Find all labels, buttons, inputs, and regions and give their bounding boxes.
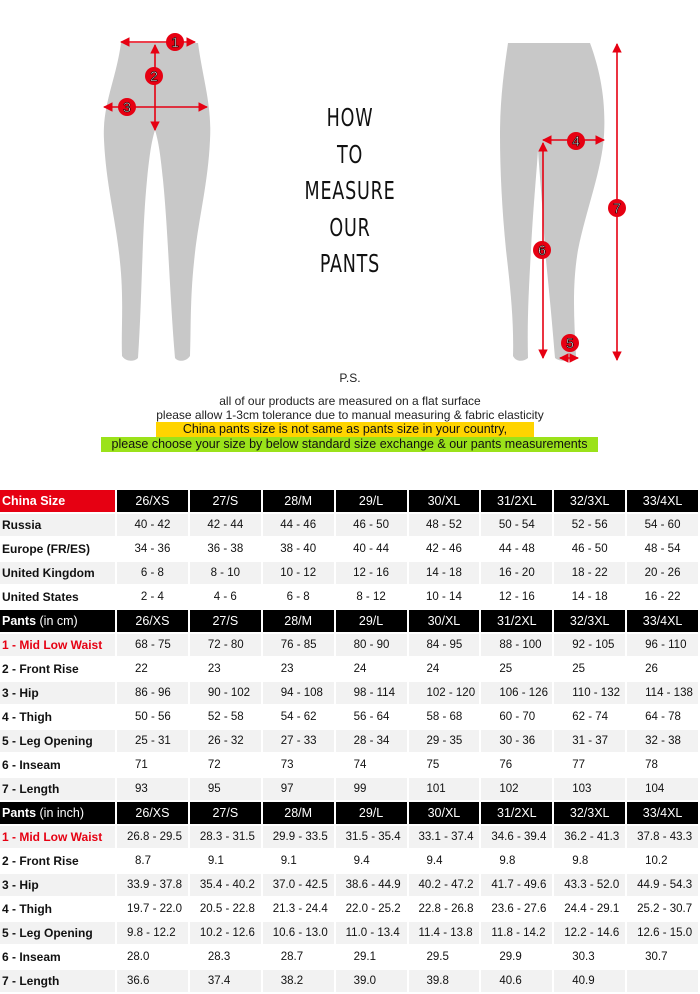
table-row xyxy=(0,970,700,994)
table-cell: 50 - 54 xyxy=(481,514,554,538)
table-row xyxy=(0,874,700,898)
table-cell: 42 - 44 xyxy=(190,514,263,538)
table-cell: 40.9 xyxy=(554,970,627,994)
table-cell: 62 - 74 xyxy=(554,706,627,730)
pants-inch-header-row xyxy=(0,802,700,826)
table-cell: 43.3 - 52.0 xyxy=(554,874,627,898)
table-cell: 31 - 37 xyxy=(554,730,627,754)
table-cell: 9.4 xyxy=(409,850,482,874)
size-header: 33/4XL xyxy=(627,802,700,826)
table-cell: 10 - 14 xyxy=(409,586,482,610)
row-label: 4 - Thigh xyxy=(0,898,117,922)
table-row xyxy=(0,706,700,730)
table-cell: 25.2 - 30.7 xyxy=(627,898,700,922)
table-cell: 54 - 62 xyxy=(263,706,336,730)
table-cell: 72 xyxy=(190,754,263,778)
china-size-header-row xyxy=(0,490,700,514)
table-cell: 98 - 114 xyxy=(336,682,409,706)
row-label: 3 - Hip xyxy=(0,874,117,898)
table-row xyxy=(0,682,700,706)
table-cell: 29.5 xyxy=(409,946,482,970)
table-cell: 11.4 - 13.8 xyxy=(409,922,482,946)
side-pants-silhouette xyxy=(500,43,604,361)
table-cell: 78 xyxy=(627,754,700,778)
table-cell: 29.1 xyxy=(336,946,409,970)
pants-label: Pants xyxy=(2,806,37,820)
table-cell: 6 - 8 xyxy=(263,586,336,610)
table-cell: 36.6 xyxy=(117,970,190,994)
pants-cm-label xyxy=(0,610,117,634)
table-row xyxy=(0,778,700,802)
size-header: 31/2XL xyxy=(481,490,554,514)
marker-2 xyxy=(145,67,163,85)
table-cell: 30 - 36 xyxy=(481,730,554,754)
marker-3 xyxy=(118,98,136,116)
size-header: 28/M xyxy=(263,490,336,514)
table-cell: 71 xyxy=(117,754,190,778)
table-cell: 114 - 138 xyxy=(627,682,700,706)
table-cell: 76 xyxy=(481,754,554,778)
table-cell: 28 - 34 xyxy=(336,730,409,754)
table-cell: 90 - 102 xyxy=(190,682,263,706)
size-header: 29/L xyxy=(336,610,409,634)
size-header: 32/3XL xyxy=(554,610,627,634)
table-cell: 14 - 18 xyxy=(554,586,627,610)
ps-label: P.S. xyxy=(339,371,361,385)
table-cell: 40.2 - 47.2 xyxy=(409,874,482,898)
table-cell: 52 - 56 xyxy=(554,514,627,538)
table-cell: 29 - 35 xyxy=(409,730,482,754)
note-tolerance: please allow 1-3cm tolerance due to manual measuring & fabric elasticity xyxy=(156,408,544,422)
table-cell: 73 xyxy=(263,754,336,778)
table-cell: 33.1 - 37.4 xyxy=(409,826,482,850)
table-cell: 26.8 - 29.5 xyxy=(117,826,190,850)
row-label: 2 - Front Rise xyxy=(0,658,117,682)
table-cell: 38.6 - 44.9 xyxy=(336,874,409,898)
marker-5 xyxy=(561,334,579,352)
size-chart-table xyxy=(0,490,700,994)
table-cell: 38 - 40 xyxy=(263,538,336,562)
size-header: 29/L xyxy=(336,490,409,514)
table-cell: 106 - 126 xyxy=(481,682,554,706)
row-label: United States xyxy=(0,586,117,610)
table-cell: 23.6 - 27.6 xyxy=(481,898,554,922)
table-cell: 12.6 - 15.0 xyxy=(627,922,700,946)
size-header: 30/XL xyxy=(409,802,482,826)
table-cell: 9.4 xyxy=(336,850,409,874)
table-cell xyxy=(627,970,700,994)
row-label: 2 - Front Rise xyxy=(0,850,117,874)
table-cell: 11.8 - 14.2 xyxy=(481,922,554,946)
table-cell: 25 - 31 xyxy=(117,730,190,754)
table-cell: 27 - 33 xyxy=(263,730,336,754)
table-cell: 48 - 52 xyxy=(409,514,482,538)
table-cell: 9.8 xyxy=(554,850,627,874)
table-cell: 20.5 - 22.8 xyxy=(190,898,263,922)
table-cell: 26 xyxy=(627,658,700,682)
table-cell: 99 xyxy=(336,778,409,802)
heading-line: HOW xyxy=(326,103,374,132)
table-cell: 46 - 50 xyxy=(554,538,627,562)
table-cell: 76 - 85 xyxy=(263,634,336,658)
table-cell: 34.6 - 39.4 xyxy=(481,826,554,850)
row-label: 7 - Length xyxy=(0,778,117,802)
table-cell: 77 xyxy=(554,754,627,778)
table-cell: 54 - 60 xyxy=(627,514,700,538)
table-cell: 14 - 18 xyxy=(409,562,482,586)
table-row xyxy=(0,586,700,610)
table-cell: 30.7 xyxy=(627,946,700,970)
table-row xyxy=(0,538,700,562)
svg-text:2: 2 xyxy=(150,68,158,84)
table-row xyxy=(0,634,700,658)
unit-label: (in cm) xyxy=(36,614,78,628)
size-header: 29/L xyxy=(336,802,409,826)
table-cell: 8 - 10 xyxy=(190,562,263,586)
row-label: 6 - Inseam xyxy=(0,754,117,778)
table-cell: 2 - 4 xyxy=(117,586,190,610)
table-cell: 22 xyxy=(117,658,190,682)
table-cell: 46 - 50 xyxy=(336,514,409,538)
measurement-diagram xyxy=(0,0,700,488)
front-pants-silhouette xyxy=(104,43,210,361)
table-cell: 39.8 xyxy=(409,970,482,994)
table-row xyxy=(0,946,700,970)
table-cell: 12 - 16 xyxy=(336,562,409,586)
how-to-measure-heading xyxy=(303,100,397,283)
heading-line: MEASURE xyxy=(304,176,396,205)
table-cell: 25 xyxy=(554,658,627,682)
pants-inch-label xyxy=(0,802,117,826)
table-cell: 8.7 xyxy=(117,850,190,874)
table-cell: 36.2 - 41.3 xyxy=(554,826,627,850)
table-cell: 37.8 - 43.3 xyxy=(627,826,700,850)
table-cell: 23 xyxy=(190,658,263,682)
table-cell: 12 - 16 xyxy=(481,586,554,610)
table-cell: 23 xyxy=(263,658,336,682)
table-cell: 48 - 54 xyxy=(627,538,700,562)
table-cell: 22.0 - 25.2 xyxy=(336,898,409,922)
china-size-label: China Size xyxy=(0,490,117,514)
table-cell: 21.3 - 24.4 xyxy=(263,898,336,922)
table-cell: 58 - 68 xyxy=(409,706,482,730)
size-header: 28/M xyxy=(263,610,336,634)
row-label: Europe (FR/ES) xyxy=(0,538,117,562)
table-cell: 72 - 80 xyxy=(190,634,263,658)
size-header: 27/S xyxy=(190,610,263,634)
table-cell: 92 - 105 xyxy=(554,634,627,658)
table-cell: 44 - 46 xyxy=(263,514,336,538)
table-cell: 10.2 - 12.6 xyxy=(190,922,263,946)
svg-text:3: 3 xyxy=(123,99,131,115)
table-cell: 11.0 - 13.4 xyxy=(336,922,409,946)
table-cell: 35.4 - 40.2 xyxy=(190,874,263,898)
table-row xyxy=(0,658,700,682)
pants-label: Pants xyxy=(2,614,37,628)
table-cell: 9.8 - 12.2 xyxy=(117,922,190,946)
table-cell: 29.9 - 33.5 xyxy=(263,826,336,850)
table-cell: 37.0 - 42.5 xyxy=(263,874,336,898)
svg-text:4: 4 xyxy=(572,133,580,149)
table-cell: 102 - 120 xyxy=(409,682,482,706)
table-cell: 44 - 48 xyxy=(481,538,554,562)
row-label: 7 - Length xyxy=(0,970,117,994)
table-cell: 102 xyxy=(481,778,554,802)
table-cell: 56 - 64 xyxy=(336,706,409,730)
table-cell: 74 xyxy=(336,754,409,778)
table-cell: 101 xyxy=(409,778,482,802)
note-flat-surface: all of our products are measured on a flat surface xyxy=(219,394,481,408)
table-cell: 30.3 xyxy=(554,946,627,970)
svg-text:6: 6 xyxy=(538,242,546,258)
table-row xyxy=(0,730,700,754)
size-header: 31/2XL xyxy=(481,802,554,826)
table-cell: 52 - 58 xyxy=(190,706,263,730)
table-cell: 75 xyxy=(409,754,482,778)
row-label: 4 - Thigh xyxy=(0,706,117,730)
table-cell: 9.1 xyxy=(190,850,263,874)
table-cell: 97 xyxy=(263,778,336,802)
marker-6 xyxy=(533,241,551,259)
table-cell: 10.6 - 13.0 xyxy=(263,922,336,946)
row-label: 1 - Mid Low Waist xyxy=(0,826,117,850)
table-row xyxy=(0,922,700,946)
row-label: 1 - Mid Low Waist xyxy=(0,634,117,658)
table-cell: 37.4 xyxy=(190,970,263,994)
table-cell: 28.0 xyxy=(117,946,190,970)
table-cell: 44.9 - 54.3 xyxy=(627,874,700,898)
table-cell: 24 xyxy=(409,658,482,682)
table-cell: 28.3 - 31.5 xyxy=(190,826,263,850)
table-row xyxy=(0,826,700,850)
heading-line: TO xyxy=(336,139,364,169)
table-cell: 29.9 xyxy=(481,946,554,970)
table-row xyxy=(0,898,700,922)
table-cell: 104 xyxy=(627,778,700,802)
table-cell: 34 - 36 xyxy=(117,538,190,562)
row-label: 6 - Inseam xyxy=(0,946,117,970)
size-header: 26/XS xyxy=(117,490,190,514)
table-cell: 96 - 110 xyxy=(627,634,700,658)
table-cell: 86 - 96 xyxy=(117,682,190,706)
table-cell: 10 - 12 xyxy=(263,562,336,586)
table-cell: 19.7 - 22.0 xyxy=(117,898,190,922)
table-cell: 24.4 - 29.1 xyxy=(554,898,627,922)
table-row xyxy=(0,754,700,778)
row-label: 5 - Leg Opening xyxy=(0,922,117,946)
marker-4 xyxy=(567,132,585,150)
table-cell: 25 xyxy=(481,658,554,682)
row-label: United Kingdom xyxy=(0,562,117,586)
size-header: 30/XL xyxy=(409,610,482,634)
table-cell: 40 - 42 xyxy=(117,514,190,538)
table-cell: 39.0 xyxy=(336,970,409,994)
table-cell: 9.1 xyxy=(263,850,336,874)
table-cell: 9.8 xyxy=(481,850,554,874)
unit-label: (in inch) xyxy=(36,806,84,820)
row-label: 5 - Leg Opening xyxy=(0,730,117,754)
heading-line: PANTS xyxy=(319,249,381,278)
table-cell: 68 - 75 xyxy=(117,634,190,658)
table-row xyxy=(0,562,700,586)
table-cell: 36 - 38 xyxy=(190,538,263,562)
table-row xyxy=(0,514,700,538)
size-header: 33/4XL xyxy=(627,490,700,514)
table-cell: 38.2 xyxy=(263,970,336,994)
row-label: 3 - Hip xyxy=(0,682,117,706)
table-cell: 28.3 xyxy=(190,946,263,970)
table-cell: 40 - 44 xyxy=(336,538,409,562)
svg-text:1: 1 xyxy=(171,34,179,50)
table-cell: 93 xyxy=(117,778,190,802)
pants-cm-header-row xyxy=(0,610,700,634)
size-header: 28/M xyxy=(263,802,336,826)
svg-text:5: 5 xyxy=(566,335,574,351)
size-header: 31/2XL xyxy=(481,610,554,634)
table-cell: 60 - 70 xyxy=(481,706,554,730)
table-cell: 18 - 22 xyxy=(554,562,627,586)
table-cell: 50 - 56 xyxy=(117,706,190,730)
size-header: 33/4XL xyxy=(627,610,700,634)
size-header: 32/3XL xyxy=(554,802,627,826)
table-cell: 26 - 32 xyxy=(190,730,263,754)
table-cell: 103 xyxy=(554,778,627,802)
table-cell: 80 - 90 xyxy=(336,634,409,658)
table-cell: 84 - 95 xyxy=(409,634,482,658)
size-header: 27/S xyxy=(190,490,263,514)
table-cell: 28.7 xyxy=(263,946,336,970)
size-header: 32/3XL xyxy=(554,490,627,514)
table-cell: 64 - 78 xyxy=(627,706,700,730)
table-cell: 40.6 xyxy=(481,970,554,994)
table-cell: 94 - 108 xyxy=(263,682,336,706)
svg-text:7: 7 xyxy=(613,200,621,216)
row-label: Russia xyxy=(0,514,117,538)
table-cell: 4 - 6 xyxy=(190,586,263,610)
marker-1 xyxy=(166,33,184,51)
table-cell: 88 - 100 xyxy=(481,634,554,658)
table-row xyxy=(0,850,700,874)
table-cell: 31.5 - 35.4 xyxy=(336,826,409,850)
table-cell: 10.2 xyxy=(627,850,700,874)
size-header: 30/XL xyxy=(409,490,482,514)
table-cell: 110 - 132 xyxy=(554,682,627,706)
table-cell: 24 xyxy=(336,658,409,682)
table-cell: 12.2 - 14.6 xyxy=(554,922,627,946)
marker-7 xyxy=(608,199,626,217)
table-cell: 32 - 38 xyxy=(627,730,700,754)
size-header: 26/XS xyxy=(117,610,190,634)
table-cell: 6 - 8 xyxy=(117,562,190,586)
table-cell: 16 - 20 xyxy=(481,562,554,586)
table-cell: 42 - 46 xyxy=(409,538,482,562)
table-cell: 8 - 12 xyxy=(336,586,409,610)
size-header: 26/XS xyxy=(117,802,190,826)
highlight-size-instruction: please choose your size by below standard size exchange & our pants measurements xyxy=(101,437,598,452)
table-cell: 33.9 - 37.8 xyxy=(117,874,190,898)
highlight-size-warning: China pants size is not same as pants size in your country, xyxy=(156,422,534,437)
table-cell: 22.8 - 26.8 xyxy=(409,898,482,922)
table-cell: 95 xyxy=(190,778,263,802)
table-cell: 41.7 - 49.6 xyxy=(481,874,554,898)
size-header: 27/S xyxy=(190,802,263,826)
heading-line: OUR xyxy=(329,212,371,242)
table-cell: 20 - 26 xyxy=(627,562,700,586)
table-cell: 16 - 22 xyxy=(627,586,700,610)
